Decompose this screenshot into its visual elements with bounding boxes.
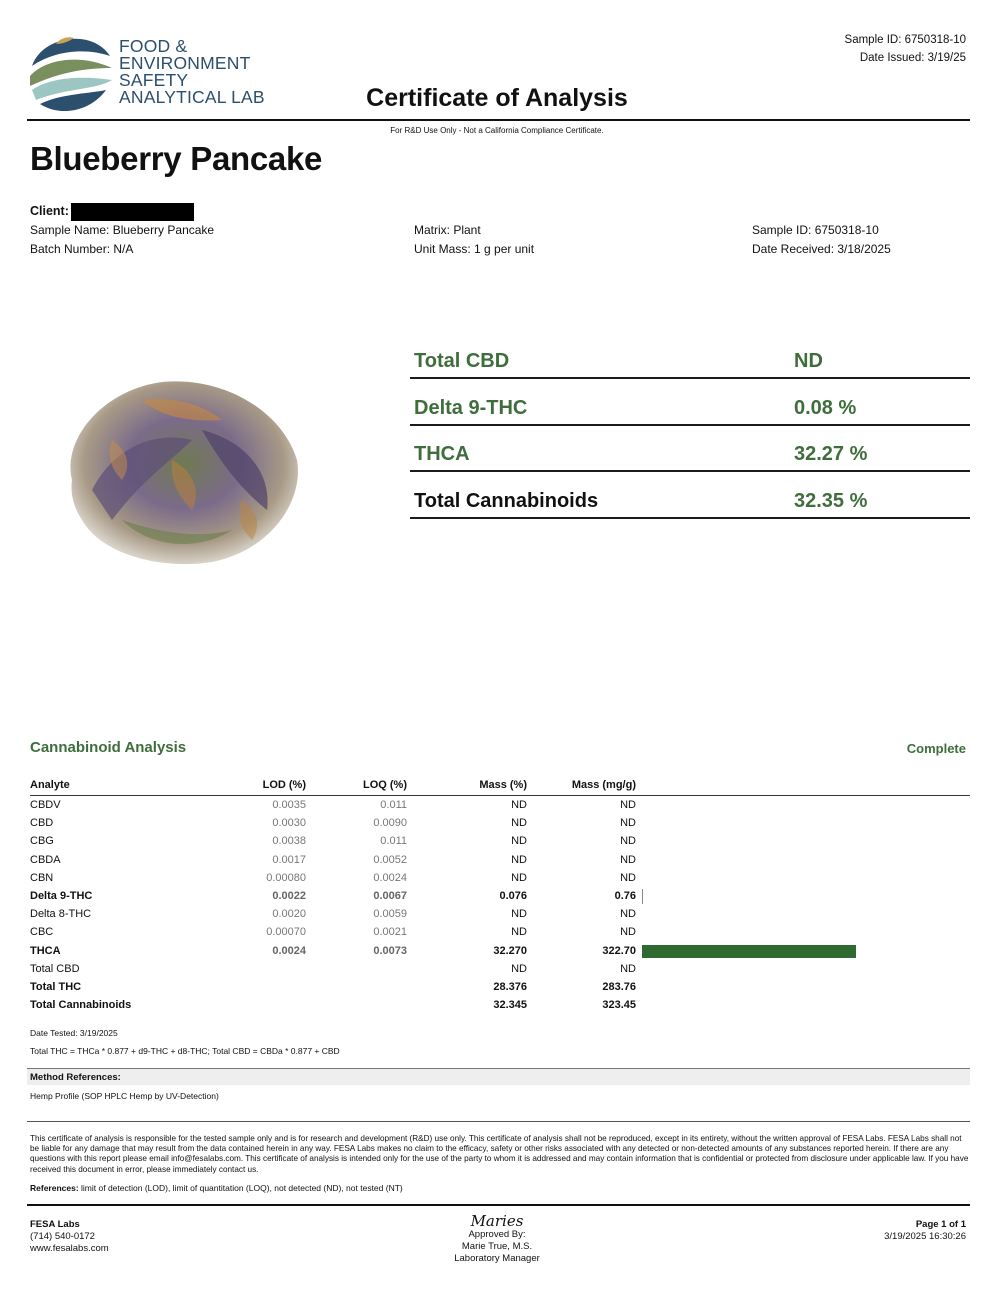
cell-lod: 0.0030	[272, 817, 306, 830]
summary-row-total-cannabinoids	[410, 473, 970, 519]
table-header	[30, 777, 970, 795]
rd-use-note: For R&D Use Only - Not a California Compliance Certificate.	[390, 126, 604, 135]
footer-lab-name: FESA Labs	[30, 1219, 80, 1230]
cell-mass-pct: ND	[511, 871, 527, 884]
footer-approval	[0, 1213, 994, 1265]
cell-lod: 0.00080	[266, 871, 306, 884]
logo-text-line-1: FOOD &	[119, 36, 188, 56]
cell-analyte: CBN	[30, 871, 54, 884]
summary-row-total-cbd	[410, 333, 970, 379]
cell-lod: 0.00070	[266, 926, 306, 939]
unit-mass: Unit Mass: 1 g per unit	[414, 242, 535, 256]
method-references-title: Method References:	[30, 1072, 121, 1083]
disclaimer-divider	[27, 1121, 970, 1122]
table-header-divider	[30, 795, 970, 796]
cell-mass-pct: ND	[511, 853, 527, 866]
approver-title: Laboratory Manager	[454, 1253, 540, 1264]
cell-analyte: CBDV	[30, 799, 61, 811]
cell-mass-mg: ND	[620, 962, 636, 975]
cell-mass-pct: ND	[511, 908, 527, 921]
cell-mass-pct: ND	[511, 926, 527, 939]
cell-mass-pct: 32.345	[493, 999, 527, 1012]
cell-analyte: THCA	[30, 944, 61, 957]
column-header-lod: LOD (%)	[262, 779, 306, 791]
cell-loq: 0.0024	[373, 871, 407, 884]
cell-lod: 0.0035	[272, 799, 306, 811]
summary-value: 32.27 %	[794, 443, 868, 465]
header-date-issued: Date Issued: 3/19/25	[859, 52, 966, 64]
cell-mass-mg: ND	[620, 908, 636, 921]
sample-info-column-2	[414, 221, 534, 259]
cell-loq: 0.0067	[373, 890, 407, 902]
table-row	[30, 961, 970, 979]
table-row	[30, 906, 970, 924]
cell-mass-mg: ND	[620, 926, 636, 939]
summary-row-thca	[410, 426, 970, 472]
cell-analyte: Delta 9-THC	[30, 890, 93, 902]
cell-analyte: CBDA	[30, 853, 61, 866]
table-row	[30, 997, 970, 1015]
summary-label: THCA	[414, 443, 470, 465]
client-label: Client:	[30, 204, 69, 218]
mass-bar	[642, 945, 856, 958]
cell-mass-pct: ND	[511, 799, 527, 811]
method-references-bar	[27, 1068, 970, 1085]
sample-title: Blueberry Pancake	[30, 140, 323, 177]
sample-info-column-1	[30, 221, 214, 259]
header-divider	[27, 119, 970, 121]
date-tested: Date Tested: 3/19/2025	[30, 1028, 118, 1038]
summary-value: ND	[794, 350, 823, 372]
cell-mass-pct: 28.376	[493, 981, 527, 993]
client-redaction	[71, 203, 194, 221]
method-reference-item: Hemp Profile (SOP HPLC Hemp by UV-Detection)	[30, 1091, 219, 1101]
cell-mass-mg: ND	[620, 871, 636, 884]
cell-lod: 0.0020	[272, 908, 306, 921]
cell-analyte: CBC	[30, 926, 54, 939]
header-meta	[845, 31, 966, 67]
column-header-mass-pct: Mass (%)	[479, 779, 527, 791]
cell-lod: 0.0017	[272, 853, 306, 866]
cell-mass-mg: 323.45	[602, 999, 636, 1012]
cell-loq: 0.0090	[373, 817, 407, 830]
footer-website: www.fesalabs.com	[30, 1243, 109, 1254]
table-row	[30, 815, 970, 833]
cell-lod: 0.0022	[272, 890, 306, 902]
table-row	[30, 979, 970, 997]
cell-mass-mg: ND	[620, 799, 636, 811]
table-row	[30, 852, 970, 870]
cell-mass-mg: ND	[620, 817, 636, 830]
cell-loq: 0.011	[380, 835, 407, 848]
cell-mass-pct: ND	[511, 817, 527, 830]
table-row	[30, 924, 970, 942]
cell-mass-mg: 322.70	[602, 944, 636, 957]
references-label: References:	[30, 1183, 79, 1193]
table-row	[30, 833, 970, 851]
footer-page-info	[884, 1219, 966, 1243]
cell-mass-mg: 283.76	[602, 981, 636, 993]
matrix: Matrix: Plant	[414, 223, 481, 237]
cell-lod: 0.0038	[272, 835, 306, 848]
approved-by-label: Approved By:	[468, 1229, 526, 1240]
sample-info-column-3	[752, 221, 891, 259]
logo-text-line-4: ANALYTICAL LAB	[119, 87, 265, 107]
cell-mass-mg: 0.76	[614, 890, 636, 902]
mass-bar	[642, 889, 643, 904]
cell-analyte: Delta 8-THC	[30, 908, 92, 921]
table-row	[30, 943, 970, 961]
cell-analyte: Total THC	[30, 981, 82, 993]
summary-row-delta9-thc	[410, 380, 970, 426]
cell-mass-pct: 32.270	[493, 944, 527, 957]
logo-text-line-3: SAFETY	[119, 70, 189, 90]
summary-label: Total Cannabinoids	[414, 490, 599, 512]
document-title: Certificate of Analysis	[366, 84, 628, 112]
cell-analyte: Total Cannabinoids	[30, 999, 132, 1012]
cell-loq: 0.0073	[373, 944, 407, 957]
analysis-status: Complete	[906, 741, 966, 756]
cell-analyte: CBD	[30, 817, 54, 830]
report-timestamp: 3/19/2025 16:30:26	[884, 1231, 966, 1242]
cell-mass-mg: ND	[620, 853, 636, 866]
product-photo	[52, 370, 307, 570]
column-header-mass-mg: Mass (mg/g)	[571, 779, 636, 791]
table-row	[30, 797, 970, 815]
cell-loq: 0.0059	[373, 908, 407, 921]
summary-label: Total CBD	[414, 350, 510, 372]
summary-label: Delta 9-THC	[414, 397, 528, 419]
cell-analyte: Total CBD	[30, 962, 80, 975]
cell-loq: 0.0052	[373, 853, 407, 866]
header-sample-id: Sample ID: 6750318-10	[844, 34, 966, 46]
cell-analyte: CBG	[30, 835, 54, 848]
cell-mass-mg: ND	[620, 835, 636, 848]
cell-loq: 0.011	[380, 799, 407, 811]
total-formula: Total THC = THCa * 0.877 + d9-THC + d8-THC; Total CBD = CBDa * 0.877 + CBD	[30, 1046, 340, 1056]
cell-mass-pct: ND	[511, 835, 527, 848]
cell-loq: 0.0021	[373, 926, 407, 939]
batch-number: Batch Number: N/A	[30, 242, 134, 256]
logo-text-line-2: ENVIRONMENT	[119, 53, 251, 73]
summary-value: 0.08 %	[794, 397, 857, 419]
summary-value: 32.35 %	[794, 490, 868, 512]
footer-divider	[27, 1204, 970, 1206]
sample-name: Sample Name: Blueberry Pancake	[30, 223, 215, 237]
cell-lod: 0.0024	[272, 944, 306, 957]
cell-mass-pct: ND	[511, 962, 527, 975]
analysis-title: Cannabinoid Analysis	[30, 739, 187, 756]
page-number: Page 1 of 1	[915, 1219, 966, 1230]
table-row	[30, 870, 970, 888]
sample-id: Sample ID: 6750318-10	[752, 223, 879, 237]
disclaimer-text: This certificate of analysis is responsible for the tested sample only and is for research and development (R&D) use only. This certificate of analysis shall not be reproduced, except in its entirety, without the written approval of FESA Labs. FESA Labs shall not be liable for any damage that may result from the data contained herein in any way. FESA Labs makes no claim to the efficacy, safety or other risks associated with any detected or non-detected amounts of any substances reported herein. If there are any questions with this report please email info@fesalabs.com. This certificate of analysis is intended only for the use of the party to whom it is addressed and may contain information that is confidential or protected from disclosure under applicable law. If you have received this document in error, please immediately contact us.	[30, 1134, 969, 1174]
references-text: limit of detection (LOD), limit of quantitation (LOQ), not detected (ND), not tested (NT)	[78, 1183, 403, 1193]
approver-signature: Maries	[470, 1212, 524, 1230]
column-header-analyte: Analyte	[30, 779, 70, 791]
references-note	[30, 1183, 403, 1193]
cell-mass-pct: 0.076	[499, 890, 527, 902]
footer-phone: (714) 540-0172	[30, 1231, 95, 1242]
column-header-loq: LOQ (%)	[363, 779, 407, 791]
table-row	[30, 888, 970, 906]
date-received: Date Received: 3/18/2025	[752, 242, 891, 256]
approver-name: Marie True, M.S.	[461, 1241, 533, 1252]
